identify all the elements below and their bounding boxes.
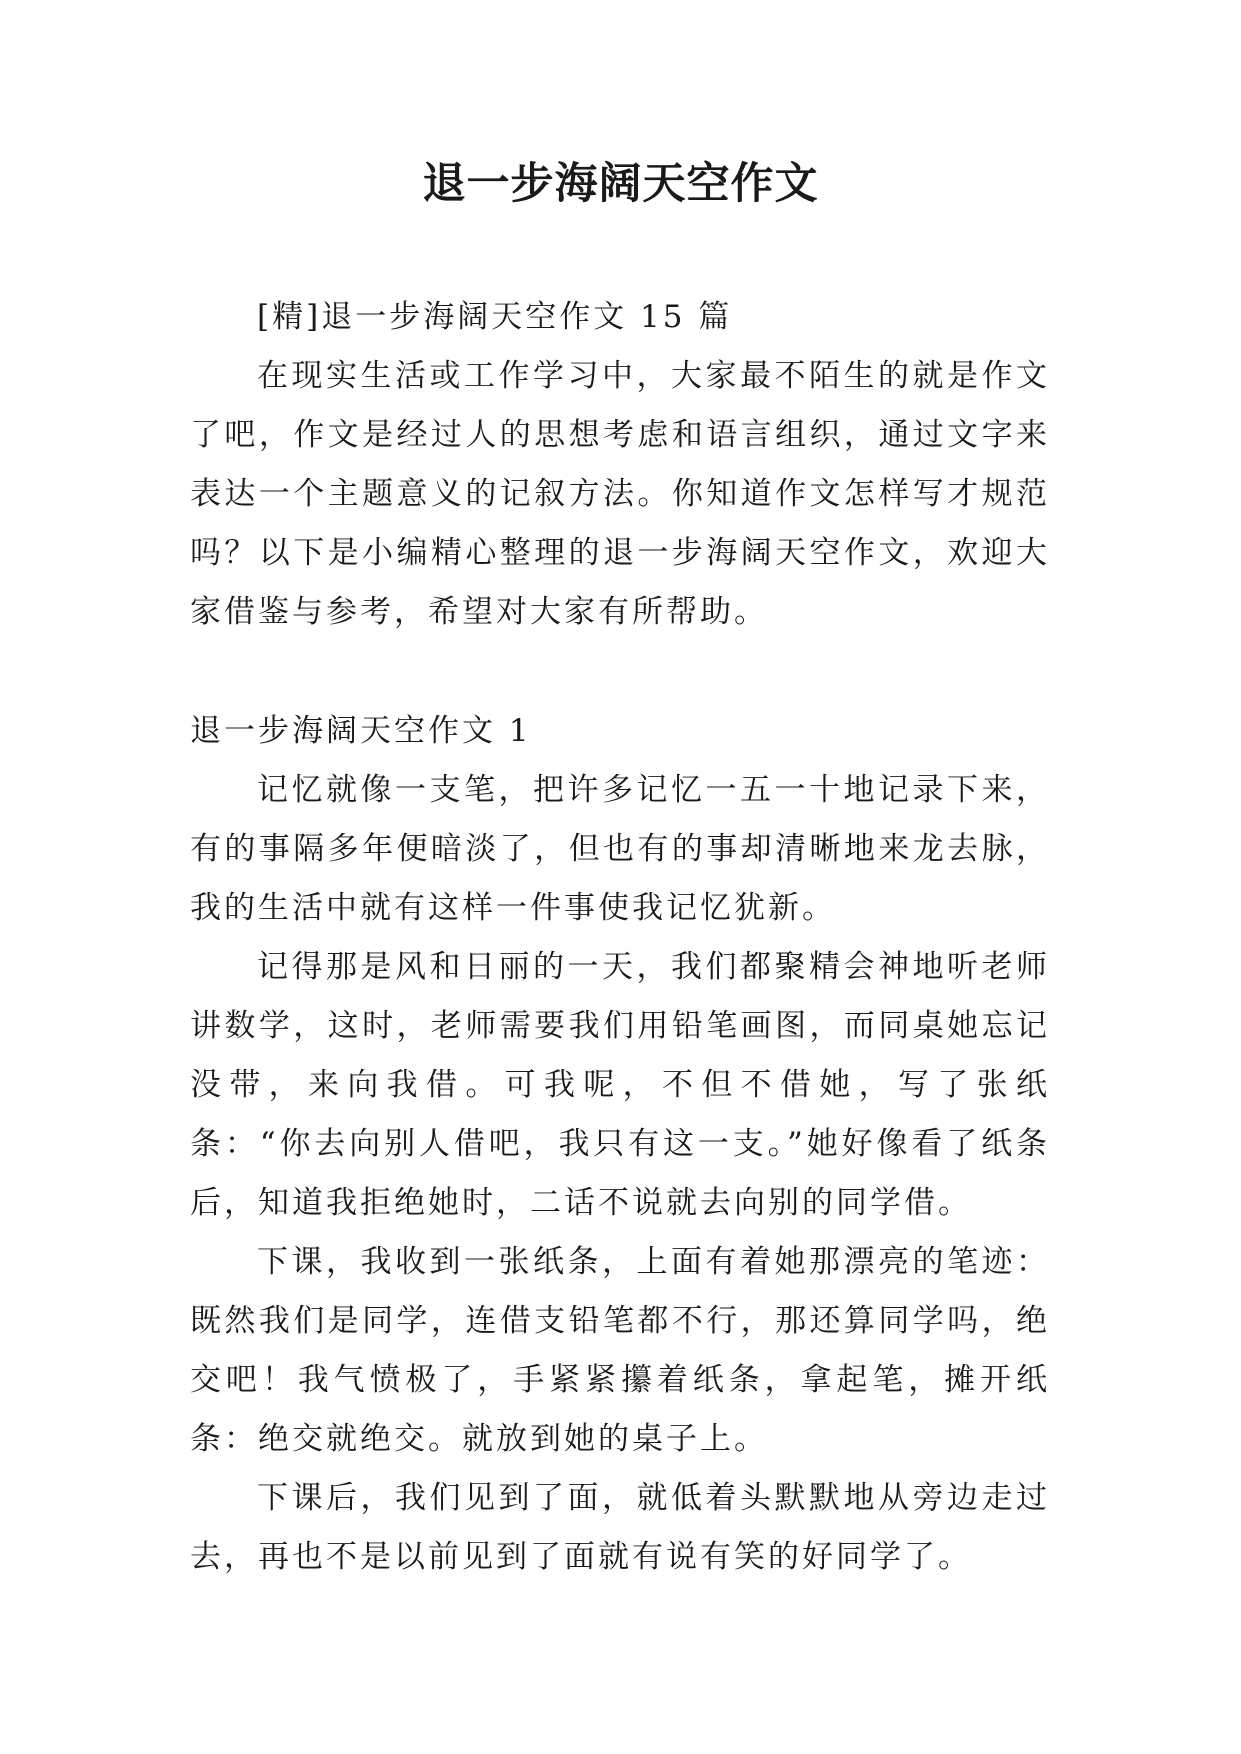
- essay-paragraph: 下课后，我们见到了面，就低着头默默地从旁边走过去，再也不是以前见到了面就有说有笑的好同学了。: [190, 1480, 1050, 1575]
- essay-paragraph: 记得那是风和日丽的一天，我们都聚精会神地听老师讲数学，这时，老师需要我们用铅笔画图，而同桌她忘记没带，来向我借。可我呢，不但不借她，写了张纸条：“你去向别人借吧，我只有这一支。”她好像看了纸条后，知道我拒绝她时，二话不说就去向别的同学借。: [190, 949, 1050, 1221]
- section-spacer: [190, 642, 1050, 702]
- intro-paragraph: 在现实生活或工作学习中，大家最不陌生的就是作文了吧，作文是经过人的思想考虑和语言组织，通过文字来表达一个主题意义的记叙方法。你知道作文怎样写才规范吗？以下是小编精心整理的退一步海阔天空作文，欢迎大家借鉴与参考，希望对大家有所帮助。: [190, 358, 1050, 630]
- subtitle-line: [精]退一步海阔天空作文 15 篇: [257, 299, 733, 335]
- section-heading: 退一步海阔天空作文 1: [190, 713, 532, 749]
- essay-paragraph: 记忆就像一支笔，把许多记忆一五一十地记录下来，有的事隔多年便暗淡了，但也有的事却清晰地来龙去脉，我的生活中就有这样一件事使我记忆犹新。: [190, 772, 1050, 926]
- essay-paragraph: 下课，我收到一张纸条，上面有着她那漂亮的笔迹：既然我们是同学，连借支铅笔都不行，那还算同学吗，绝交吧！我气愤极了，手紧紧攥着纸条，拿起笔，摊开纸条：绝交就绝交。就放到她的桌子上。: [190, 1244, 1050, 1457]
- document-body: [190, 288, 1050, 1587]
- document-title: 退一步海阔天空作文: [422, 159, 819, 209]
